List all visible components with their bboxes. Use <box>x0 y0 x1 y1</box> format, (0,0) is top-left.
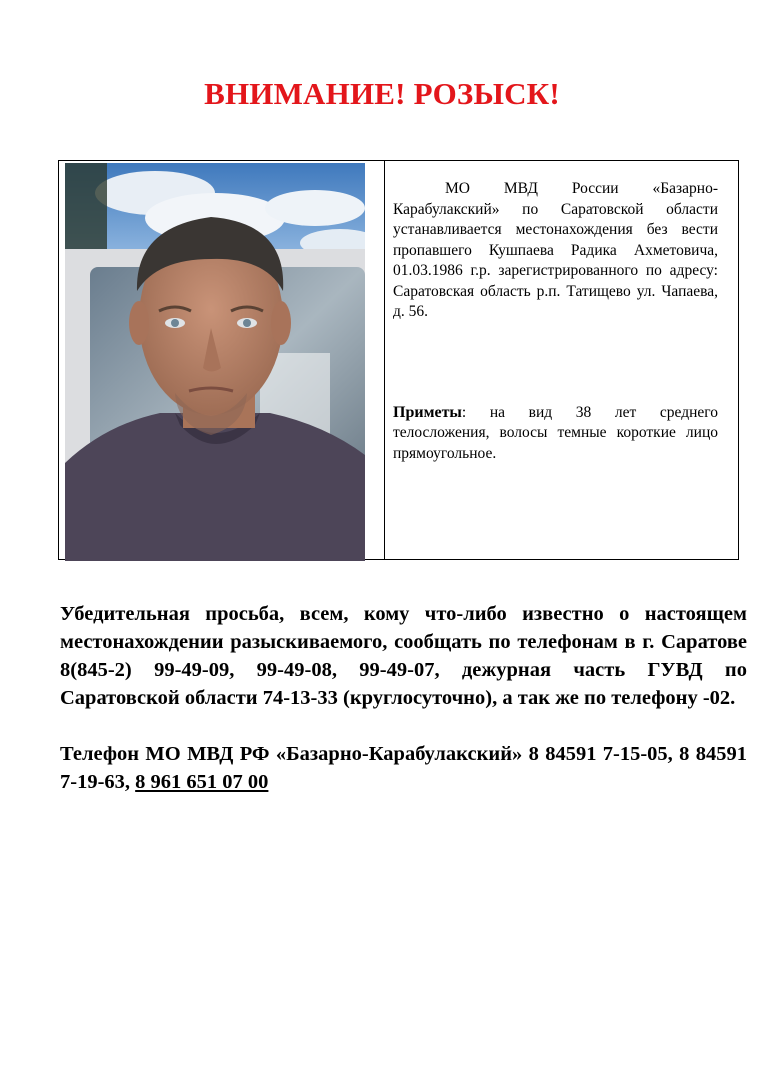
photo-cell <box>59 161 385 559</box>
info-table <box>58 160 739 560</box>
signs-label: Приметы <box>393 403 462 421</box>
page-title: ВНИМАНИЕ! РОЗЫСК! <box>204 76 560 111</box>
appeal-text: Убедительная просьба, всем, кому что-либо известно о настоящем местонахождении разыскиваемого, сообщать по телефонам в г. Саратове 8(845-2) 99-49-09, 99-49-08, 99-49-07, дежурная часть ГУВД по Саратовской области 74-13-33 (круглосуточно), а так же по телефону -02. <box>60 603 747 709</box>
contact-phones-text: Телефон МО МВД РФ «Базарно-Карабулакский» 8 84591 7-15-05, 8 84591 7-19-63, <box>60 743 747 793</box>
signs-text: : на вид 38 лет среднего телосложения, волосы темные короткие лицо прямоугольное. <box>393 403 718 462</box>
mobile-phone: 8 961 651 07 00 <box>135 771 269 793</box>
appeal-section <box>60 600 747 796</box>
text-cell <box>385 161 738 559</box>
portrait-photo <box>65 163 365 561</box>
signs-paragraph <box>393 403 718 465</box>
missing-person-description: МО МВД России «Базарно-Карабулакский» по Саратовской области устанавливается местонахождения без вести пропавшего Кушпаева Радика Ахметовича, 01.03.1986 г.р. зарегистрированного по адресу: Саратовская область р.п. Татищево ул. Чапаева, д. 56. <box>393 180 718 320</box>
contact-phones <box>60 740 747 796</box>
